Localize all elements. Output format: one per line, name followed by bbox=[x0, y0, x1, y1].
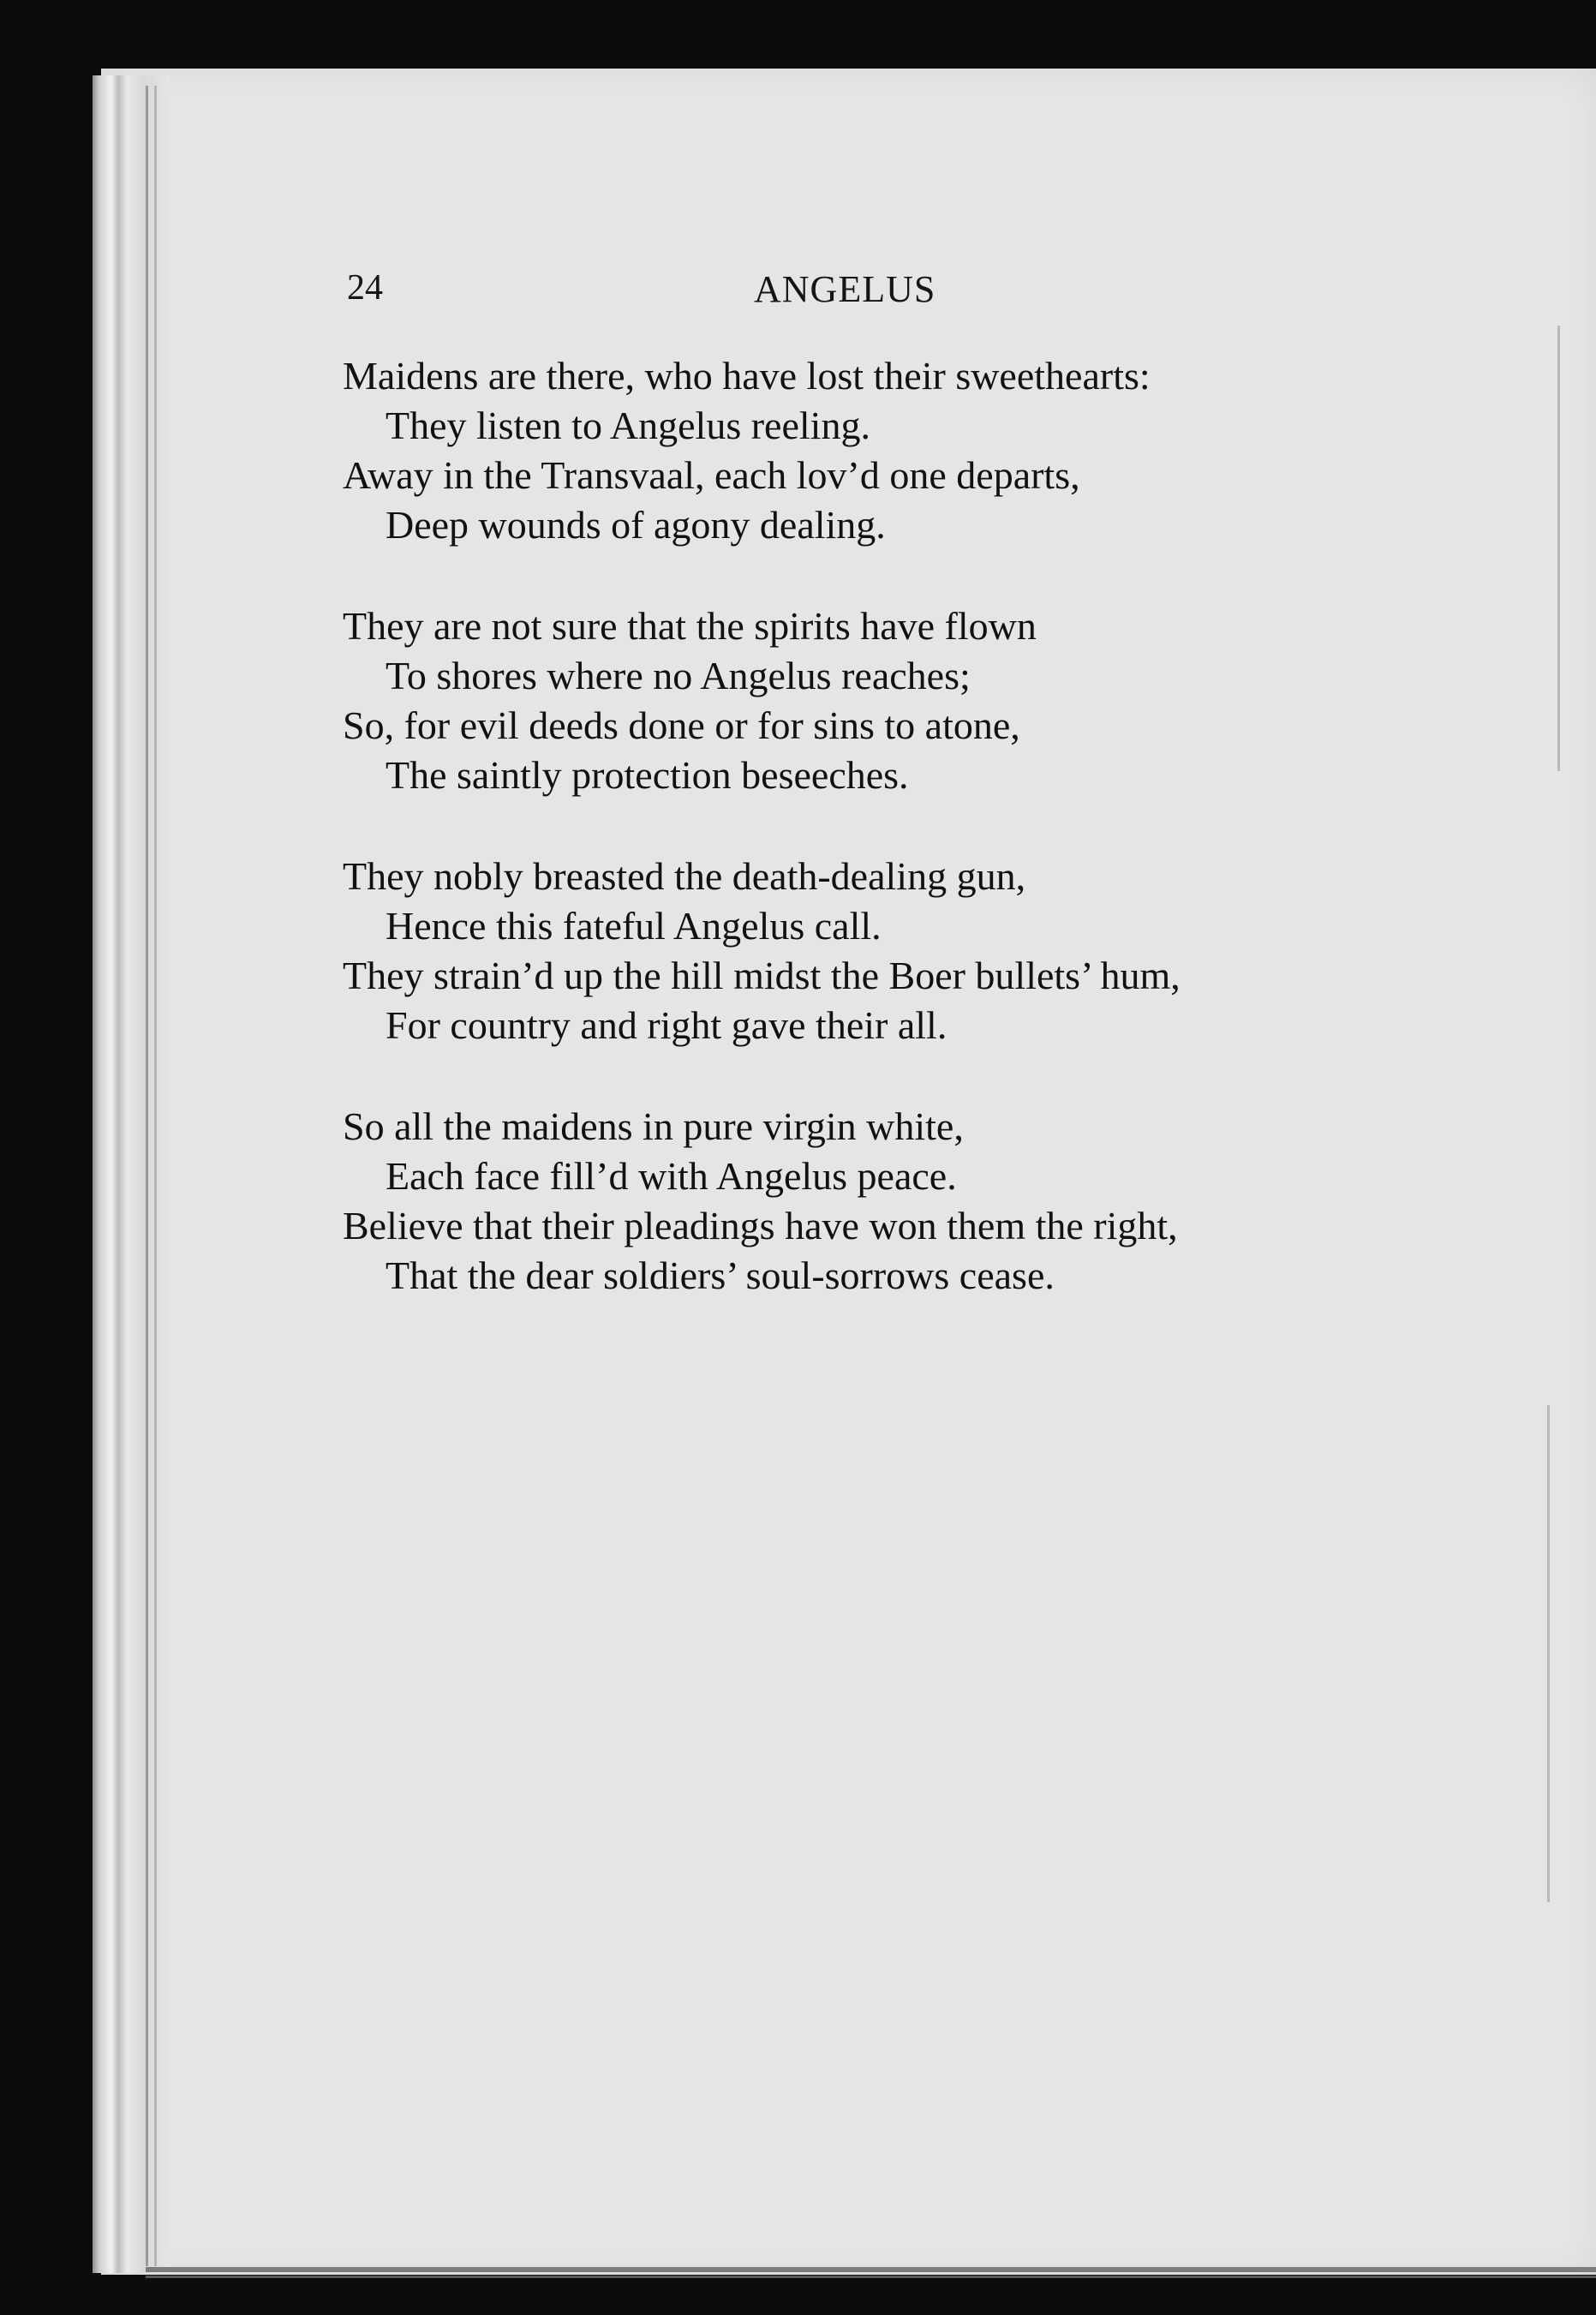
binding-line bbox=[146, 86, 148, 2266]
poem-line: So all the maidens in pure virgin white, bbox=[343, 1104, 964, 1148]
binding-line bbox=[154, 86, 157, 2266]
margin-mark bbox=[1557, 326, 1560, 771]
stanza bbox=[343, 601, 1422, 800]
page-bottom-edge bbox=[146, 2267, 1596, 2272]
poem-line: They nobly breasted the death-dealing gun, bbox=[343, 854, 1026, 898]
poem-line: They listen to Angelus reeling. bbox=[386, 404, 870, 447]
poem-line: To shores where no Angelus reaches; bbox=[386, 654, 971, 697]
stanza bbox=[343, 351, 1422, 550]
poem-line: Away in the Transvaal, each lov’d one departs, bbox=[343, 453, 1080, 497]
page-bottom-edge bbox=[146, 2276, 1596, 2278]
poem-line: Each face fill’d with Angelus peace. bbox=[386, 1154, 957, 1198]
running-title: ANGELUS bbox=[754, 268, 936, 310]
running-header bbox=[347, 267, 1375, 327]
poem-line: Believe that their pleadings have won them the right, bbox=[343, 1204, 1178, 1247]
page-number: 24 bbox=[347, 268, 383, 308]
poem-body bbox=[343, 351, 1422, 1352]
poem-line: That the dear soldiers’ soul-sorrows cease. bbox=[386, 1253, 1055, 1297]
poem-line: They are not sure that the spirits have flown bbox=[343, 604, 1037, 648]
poem-line: Maidens are there, who have lost their sweethearts: bbox=[343, 354, 1151, 398]
poem-line: They strain’d up the hill midst the Boer bullets’ hum, bbox=[343, 954, 1181, 997]
margin-mark bbox=[1547, 1405, 1550, 1902]
stanza bbox=[343, 852, 1422, 1050]
poem-line: So, for evil deeds done or for sins to atone, bbox=[343, 703, 1020, 747]
stanza bbox=[343, 1102, 1422, 1301]
poem-line: Deep wounds of agony dealing. bbox=[386, 503, 886, 547]
page-binding-edge bbox=[93, 75, 170, 2273]
poem-line: For country and right gave their all. bbox=[386, 1003, 947, 1047]
poem-line: Hence this fateful Angelus call. bbox=[386, 904, 882, 948]
poem-line: The saintly protection beseeches. bbox=[386, 753, 909, 797]
